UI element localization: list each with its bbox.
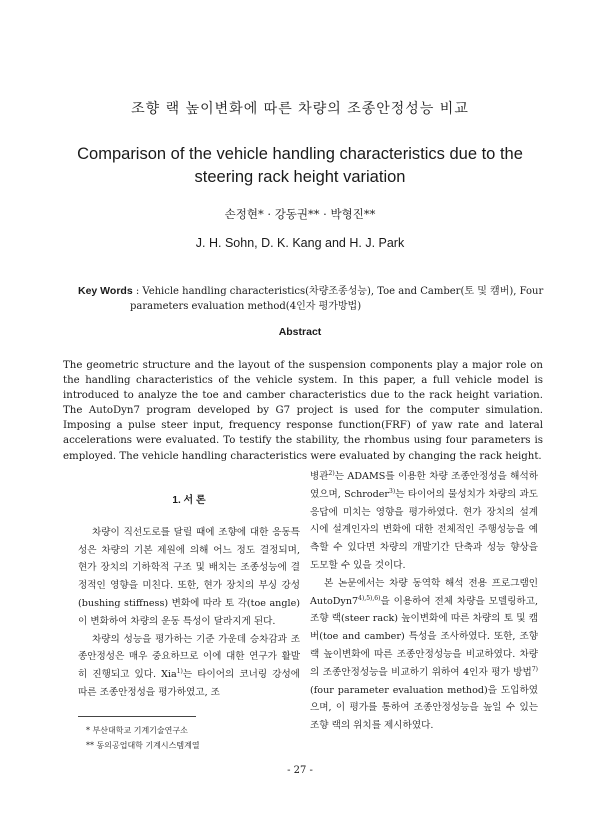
citation-ref: 2)	[328, 469, 335, 477]
section-heading: 1. 서 론	[172, 495, 206, 506]
right-paragraph-1-text-b: 는 ADAMS를 이용한 차량 조종안정성을 해석하였으며, Schroder	[310, 471, 538, 500]
paper-title-english	[0, 143, 600, 189]
footnote-2: ** 동의공업대학 기계시스템계열	[86, 740, 200, 750]
right-paragraph-1-text-c: 는 타이어의 물성치가 차량의 과도 응답에 미치는 영향을 평가하였다. 현가 장치의 설계 시에 설계인자의 변화에 대한 전체적인 주행성능을 예측할 수 있다면 차량의 개발기간 단축과 성능 향상을 도모할 수 있을 것이다.	[310, 488, 538, 571]
paper-title-english-line2: steering rack height variation	[194, 168, 406, 186]
paper-title-english-line1: Comparison of the vehicle handling characteristics due to the	[77, 145, 523, 163]
right-paragraph-2-text-c: (four parameter evaluation method)을 도입하였으며, 이 평가를 통하여 조종안정성능을 높일 수 있는 조향 랙의 위치를 제시하였다.	[310, 684, 538, 732]
abstract-heading: Abstract	[278, 326, 322, 338]
keywords-label: Key Words	[78, 285, 133, 297]
intro-paragraph-2	[78, 631, 300, 702]
citation-ref: 7)	[531, 665, 538, 673]
footnote-1: * 부산대학교 기계기술연구소	[86, 725, 188, 735]
intro-paragraph-1: 차량이 직선도로를 달릴 때에 조향에 대한 응동특성은 차량의 기본 제원에 의해 어느 정도 결정되며, 현가 장치의 기하학적 구조 및 배치는 조종성능에 결정적인 영향을 미친다. 또한, 현가 장치의 부싱 강성(bushing stiffness) 변화에 따라 토 각(toe angle)이 변화하여 차량의 운동 특성이 달라지게 된다.	[78, 526, 300, 627]
intro-paragraph-2-text-a: 차량의 성능을 평가하는 기준 가운데 승차감과 조종안정성은 매우 중요하므로 이에 대한 연구가 활발히 진행되고 있다. Xia	[78, 633, 300, 681]
keywords-block	[78, 284, 548, 314]
paper-title-korean: 조향 랙 높이변화에 따른 차량의 조종안정성능 비교	[131, 101, 469, 117]
citation-ref: 1)	[176, 667, 183, 675]
authors-korean: 손정현* · 강동권** · 박형진**	[224, 207, 376, 221]
intro-paragraph-2-text-b: 는 타이어의 코너링 강성에 따른 조종안정성을 평가하였고, 조	[78, 669, 300, 698]
right-paragraph-2-text-b: 을 이용하여 전체 차량을 모델링하고, 조향 랙(steer rack) 높이변화에 따른 차량의 토 및 캠버(toe and camber) 특성을 조사하였다. 또한, 조향랙 높이변화에 따른 조종안정성능을 비교하였다. 차량의 조종안정성능을 비교하기 위하여 4인자 평가 방법	[310, 595, 538, 678]
keywords-line1: : Vehicle handling characteristics(차량조종성능), Toe and Camber(토 및 캠버), Four	[135, 286, 544, 297]
keywords-line2: parameters evaluation method(4인자 평가방법)	[130, 301, 362, 312]
right-column	[310, 468, 538, 735]
right-paragraph-1	[310, 468, 538, 575]
right-paragraph-2-text-a: 본 논문에서는 차량 동역학 해석 전용 프로그램인 AutoDyn7	[310, 577, 538, 607]
citation-ref: 3)	[389, 487, 396, 495]
abstract-text: The geometric structure and the layout of the suspension components play a major role on the handling characteristics of the vehicle system. In this paper, a full vehicle model is introduced to analyze the toe and camber characteristics due to the rack height variation. The AutoDyn7 program developed by G7 project is used for the computer simulation. Imposing a pulse steer input, frequency response function(FRF) of yaw rate and lateral accelerations were evaluated. To testify the stability, the rhombus using four parameters is employed. The vehicle handling characteristics were evaluated by changing the rack height.	[63, 360, 543, 462]
citation-ref: 4),5),6)	[358, 594, 381, 602]
left-column	[78, 468, 300, 753]
authors-english: J. H. Sohn, D. K. Kang and H. J. Park	[195, 236, 405, 250]
footnote-divider	[78, 716, 196, 717]
page-number: - 27 -	[287, 765, 313, 776]
right-paragraph-2	[310, 575, 538, 735]
right-paragraph-1-text-a: 병관	[310, 471, 329, 482]
